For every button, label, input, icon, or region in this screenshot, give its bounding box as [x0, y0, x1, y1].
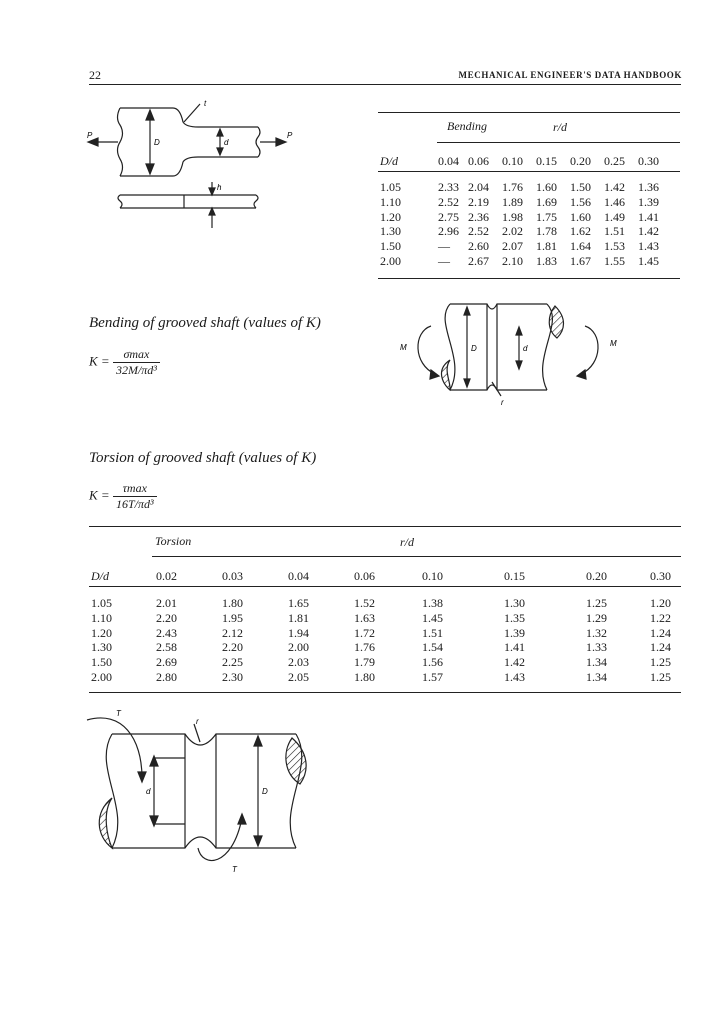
formula-denominator: 16T/πd³ — [115, 497, 154, 511]
torsion-group-label: Torsion — [155, 534, 192, 548]
torsion-table-bottom-rule — [89, 692, 681, 693]
table-row: 1.10 2.20 1.95 1.81 1.63 1.45 1.35 1.29 1.22 — [91, 610, 671, 625]
bending-col: 0.30 — [638, 154, 659, 168]
formula-denominator: 32M/πd³ — [115, 363, 157, 377]
formula-fraction — [113, 481, 157, 512]
label-r: r — [501, 398, 504, 407]
bending-table-body — [380, 180, 668, 269]
table-row: 1.10 2.52 2.19 1.89 1.69 1.56 1.46 1.39 — [380, 194, 659, 209]
formula-numerator: σmax — [113, 347, 160, 363]
label-M-right: M — [610, 339, 617, 348]
torsion-subheader-rule — [152, 556, 681, 557]
bending-col: 0.15 — [536, 154, 557, 168]
bending-col: 0.25 — [604, 154, 625, 168]
torsion-col: 0.10 — [422, 569, 443, 583]
table-row: 1.50 — 2.60 2.07 1.81 1.64 1.53 1.43 — [380, 239, 659, 254]
bending-col: 0.20 — [570, 154, 591, 168]
label-d: d — [523, 344, 528, 353]
torsion-columns — [156, 569, 690, 584]
bending-group-label: Bending — [447, 119, 487, 133]
figure-stepped-bar — [88, 100, 298, 240]
label-h: h — [217, 183, 222, 192]
formula-numerator: τmax — [113, 481, 157, 497]
bending-caption: Bending of grooved shaft (values of K) — [89, 315, 321, 331]
torsion-col: 0.15 — [504, 569, 525, 583]
label-D: D — [154, 138, 160, 147]
bending-table-top-rule — [378, 112, 680, 113]
torsion-col: 0.30 — [650, 569, 671, 583]
formula-lhs: K = — [89, 353, 110, 369]
label-D: D — [262, 787, 268, 796]
torsion-col: 0.04 — [288, 569, 309, 583]
label-p-right: P — [287, 131, 293, 140]
bending-formula — [89, 347, 160, 378]
bending-header-bottom-rule — [378, 171, 680, 172]
label-d: d — [146, 787, 151, 796]
label-r: r — [196, 717, 199, 726]
bending-col: 0.06 — [468, 154, 489, 168]
torsion-table-body — [91, 596, 690, 685]
label-T-top: T — [116, 709, 121, 718]
table-row: 1.05 2.33 2.04 1.76 1.60 1.50 1.42 1.36 — [380, 180, 659, 194]
bending-table-bottom-rule — [378, 278, 680, 279]
torsion-formula — [89, 481, 157, 512]
table-row: 1.05 2.01 1.80 1.65 1.52 1.38 1.30 1.25 1.20 — [91, 596, 671, 610]
bending-subheader-rule — [437, 142, 680, 143]
torsion-col: 0.02 — [156, 569, 177, 583]
torsion-col: 0.03 — [222, 569, 243, 583]
label-M-left: M — [400, 343, 407, 352]
torsion-caption: Torsion of grooved shaft (values of K) — [89, 450, 317, 466]
torsion-header-bottom-rule — [89, 586, 681, 587]
bending-col: 0.10 — [502, 154, 523, 168]
table-row: 1.30 2.58 2.20 2.00 1.76 1.54 1.41 1.33 1.24 — [91, 640, 671, 655]
formula-lhs: K = — [89, 487, 110, 503]
torsion-col: 0.06 — [354, 569, 375, 583]
table-row: 1.50 2.69 2.25 2.03 1.79 1.56 1.42 1.34 1.25 — [91, 655, 671, 670]
bending-col: 0.04 — [438, 154, 459, 168]
table-row: 1.20 2.75 2.36 1.98 1.75 1.60 1.49 1.41 — [380, 209, 659, 224]
figure-torsion-shaft — [82, 708, 322, 876]
label-D: D — [471, 344, 477, 353]
label-T-bottom: T — [232, 865, 237, 874]
bending-ratio-label: r/d — [553, 120, 568, 134]
figure-bending-shaft — [395, 298, 625, 408]
bending-columns — [438, 154, 668, 169]
torsion-table-top-rule — [89, 526, 681, 527]
table-row: 1.20 2.43 2.12 1.94 1.72 1.51 1.39 1.32 1.24 — [91, 625, 671, 640]
torsion-col: 0.20 — [586, 569, 607, 583]
header-rule — [89, 84, 681, 85]
page-number: 22 — [89, 68, 101, 82]
label-d: d — [224, 138, 229, 147]
label-t: t — [204, 99, 207, 108]
bending-row-header: D/d — [380, 154, 398, 168]
torsion-ratio-label: r/d — [400, 535, 415, 549]
formula-fraction — [113, 347, 160, 378]
table-row: 2.00 — 2.67 2.10 1.83 1.67 1.55 1.45 — [380, 253, 659, 268]
label-p-left: P — [87, 131, 93, 140]
table-row: 2.00 2.80 2.30 2.05 1.80 1.57 1.43 1.34 1.25 — [91, 669, 671, 684]
table-row: 1.30 2.96 2.52 2.02 1.78 1.62 1.51 1.42 — [380, 224, 659, 239]
torsion-row-header: D/d — [91, 569, 109, 583]
running-head: MECHANICAL ENGINEER'S DATA HANDBOOK — [458, 70, 682, 80]
